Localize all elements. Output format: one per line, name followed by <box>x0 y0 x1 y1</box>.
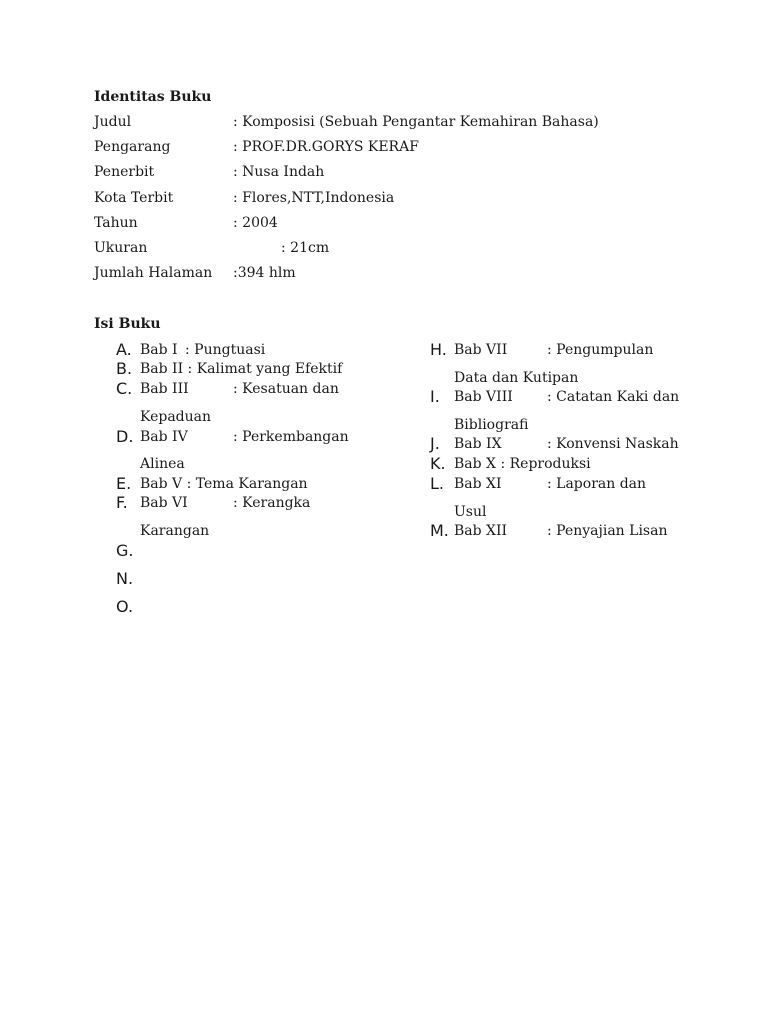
list-letter-m: M. <box>430 521 449 540</box>
list-letter-c: C. <box>116 379 133 398</box>
row-label-kota-terbit: Kota Terbit <box>94 190 174 206</box>
list-letter-k: K. <box>430 454 446 473</box>
row-value-penerbit: : Nusa Indah <box>233 164 325 180</box>
list-letter-j: J. <box>430 434 440 453</box>
row-label-ukuran: Ukuran <box>94 240 148 256</box>
row-value-judul: : Komposisi (Sebuah Pengantar Kemahiran Bahasa) <box>233 114 599 130</box>
list-item-bab-xi-cont: Usul <box>454 504 487 520</box>
row-label-judul: Judul <box>94 114 132 130</box>
row-label-tahun: Tahun <box>94 215 138 231</box>
row-value-ukuran: : 21cm <box>281 240 330 256</box>
list-letter-b: B. <box>116 359 133 378</box>
isi-heading: Isi Buku <box>94 316 161 332</box>
list-item-bab-viii: Bab VIII <box>454 389 513 405</box>
list-item-bab-viii-desc: : Catatan Kaki dan <box>547 389 680 405</box>
list-letter-g: G. <box>116 541 134 560</box>
list-item-bab-iii-desc: : Kesatuan dan <box>233 381 339 397</box>
list-item-bab-vi-desc: : Kerangka <box>233 495 311 511</box>
list-item-bab-iv: Bab IV <box>140 429 188 445</box>
list-item-bab-ix-desc: : Konvensi Naskah <box>547 436 679 452</box>
list-letter-e: E. <box>116 474 132 493</box>
row-value-kota-terbit: : Flores,NTT,Indonesia <box>233 190 395 206</box>
list-letter-a: A. <box>116 340 132 359</box>
list-item-bab-v: Bab V : Tema Karangan <box>140 476 308 492</box>
list-item-bab-iii: Bab III <box>140 381 189 397</box>
list-item-bab-vii: Bab VII <box>454 342 508 358</box>
list-item-bab-vii-desc: : Pengumpulan <box>547 342 654 358</box>
list-item-bab-i: Bab I <box>140 342 178 358</box>
row-label-penerbit: Penerbit <box>94 164 155 180</box>
list-letter-o: O. <box>116 597 134 616</box>
list-item-bab-i-desc: : Pungtuasi <box>185 342 266 358</box>
list-item-bab-iv-cont: Alinea <box>140 456 185 472</box>
list-item-bab-iii-cont: Kepaduan <box>140 409 212 425</box>
list-item-bab-iv-desc: : Perkembangan <box>233 429 349 445</box>
list-letter-l: L. <box>430 474 444 493</box>
list-item-bab-xi-desc: : Laporan dan <box>547 476 647 492</box>
identitas-heading: Identitas Buku <box>94 89 212 105</box>
list-item-bab-ix: Bab IX <box>454 436 502 452</box>
list-item-bab-vi: Bab VI <box>140 495 188 511</box>
list-item-bab-vi-cont: Karangan <box>140 523 210 539</box>
list-item-bab-viii-cont: Bibliografi <box>454 417 529 433</box>
list-letter-h: H. <box>430 340 447 359</box>
list-item-bab-xii-desc: : Penyajian Lisan <box>547 523 668 539</box>
list-letter-d: D. <box>116 427 134 446</box>
row-value-pengarang: : PROF.DR.GORYS KERAF <box>233 139 419 155</box>
list-item-bab-xi: Bab XI <box>454 476 502 492</box>
row-value-tahun: : 2004 <box>233 215 278 231</box>
row-value-jumlah-halaman: :394 hlm <box>233 265 296 281</box>
list-item-bab-vii-cont: Data dan Kutipan <box>454 370 579 386</box>
list-item-bab-x: Bab X : Reproduksi <box>454 456 591 472</box>
list-letter-n: N. <box>116 569 134 588</box>
row-label-jumlah-halaman: Jumlah Halaman <box>94 265 213 281</box>
list-item-bab-ii: Bab II : Kalimat yang Efektif <box>140 361 343 377</box>
list-letter-i: I. <box>430 387 440 406</box>
list-letter-f: F. <box>116 493 128 512</box>
list-item-bab-xii: Bab XII <box>454 523 508 539</box>
row-label-pengarang: Pengarang <box>94 139 171 155</box>
